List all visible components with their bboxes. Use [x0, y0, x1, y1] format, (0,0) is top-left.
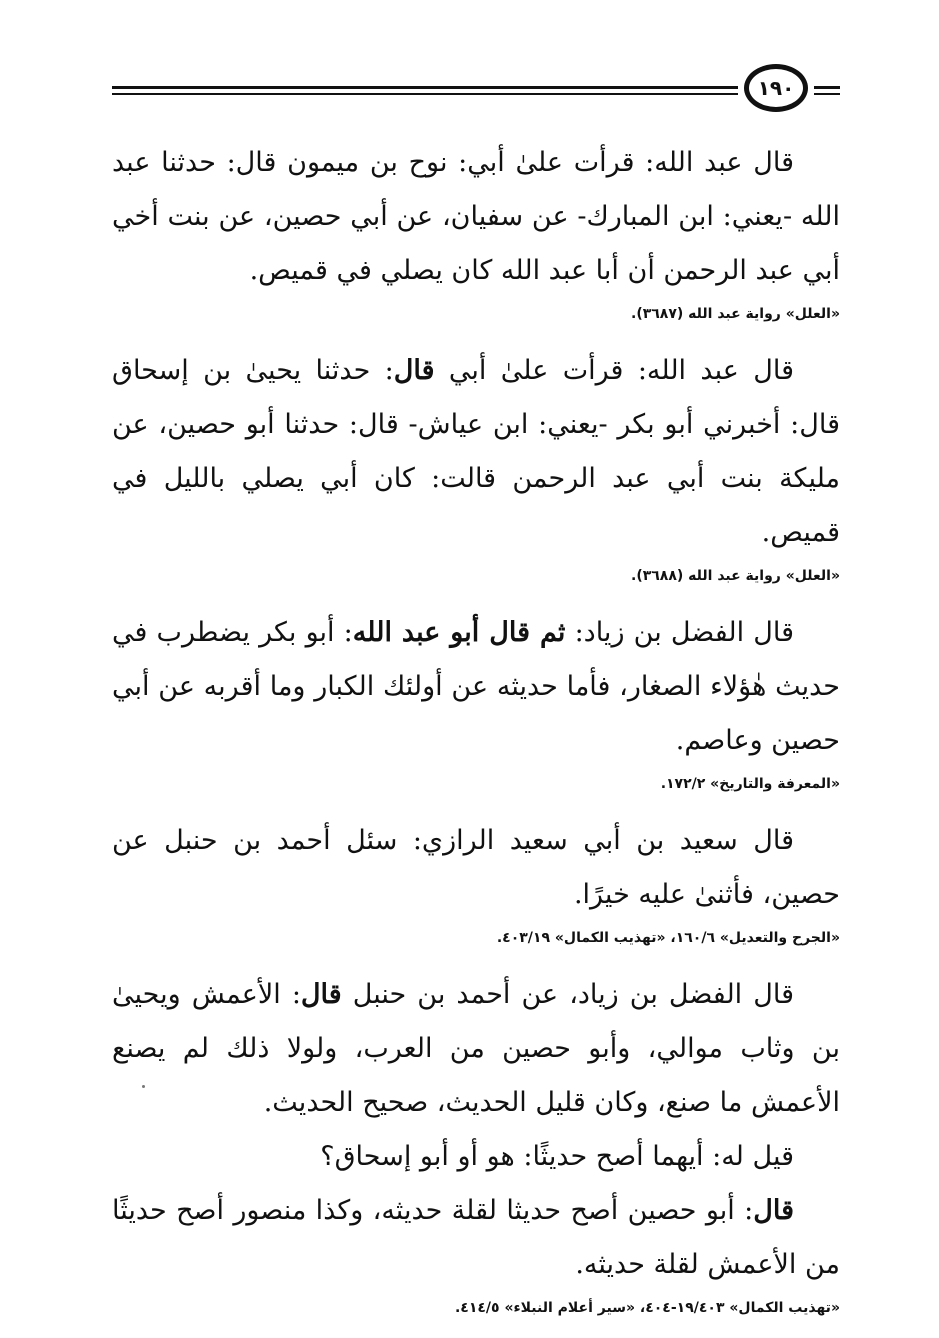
narration-paragraph: [112, 968, 840, 1130]
narration-text: : الأعمش ويحيىٰ بن وثاب موالي، وأبو حصين من العرب، ولولا ذلك لم يصنع الأعمش ما صنع، وكان قليل الحديث، صحيح الحديث.: [112, 979, 840, 1118]
narration-paragraph: [112, 136, 840, 298]
narration-text: قال الفضل بن زياد، عن أحمد بن حنبل: [341, 979, 794, 1010]
narration-paragraph: [112, 814, 840, 922]
narration-text: قال الفضل بن زياد:: [565, 617, 794, 648]
narration-text: قال عبد الله: قرأت علىٰ أبي: [434, 355, 794, 386]
source-citation: «تهذيب الكمال» ١٩/٤٠٣-٤٠٤، «سير أعلام النبلاء» ٤١٤/٥.: [454, 1300, 840, 1316]
header-rule-left: [112, 86, 738, 95]
source-citation: «العلل» رواية عبد الله (٣٦٨٨).: [631, 568, 840, 584]
header-rule-right: [814, 86, 840, 95]
answer-paragraph: [112, 1184, 840, 1292]
narration-text: قال سعيد بن أبي سعيد الرازي: سئل أحمد بن حنبل عن حصين، فأثنىٰ عليه خيرًا.: [112, 825, 840, 910]
answer-text: : أبو حصين أصح حديثا لقلة حديثه، وكذا منصور أصح حديثًا من الأعمش لقلة حديثه.: [112, 1195, 840, 1280]
source-citation: «المعرفة والتاريخ» ١٧٢/٢.: [660, 776, 840, 792]
narration-bold-text: قال: [393, 355, 435, 386]
answer-label: قال: [753, 1195, 794, 1226]
narration-text: : حدثنا يحيىٰ بن إسحاق قال: أخبرني أبو بكر -يعني: ابن عياش- قال: حدثنا أبو حصين، عن مليكة بنت أبي عبد الرحمن قالت: كان أبي يصلي بالليل في قميص.: [112, 355, 840, 548]
source-citation: «الجرح والتعديل» ١٦٠/٦، «تهذيب الكمال» ٤٠٣/١٩.: [496, 930, 840, 946]
page-content: [112, 136, 840, 1338]
page-header: [112, 64, 840, 116]
narration-paragraph: [112, 344, 840, 560]
narration-text: قال عبد الله: قرأت علىٰ أبي: نوح بن ميمون قال: حدثنا عبد الله -يعني: ابن المبارك- عن سفيان، عن أبي حصين، عن بنت أخي أبي عبد الرحمن أن أبا عبد الله كان يصلي في قميص.: [112, 147, 840, 286]
question-text: قيل له: أيهما أصح حديثًا: هو أو أبو إسحاق؟: [320, 1141, 794, 1172]
narration-paragraph: [112, 606, 840, 768]
narration-bold-text: قال: [300, 979, 342, 1010]
page-number: ١٩٠: [744, 64, 808, 112]
source-citation: «العلل» رواية عبد الله (٣٦٨٧).: [631, 306, 840, 322]
narration-bold-text: ثم قال أبو عبد الله: [352, 617, 566, 648]
scan-speck: [142, 1085, 145, 1088]
question-paragraph: [112, 1130, 840, 1184]
narration-text: : أبو بكر يضطرب في حديث هٰؤلاء الصغار، فأما حديثه عن أولئك الكبار وما أقربه عن أبي حصين وعاصم.: [112, 617, 840, 756]
